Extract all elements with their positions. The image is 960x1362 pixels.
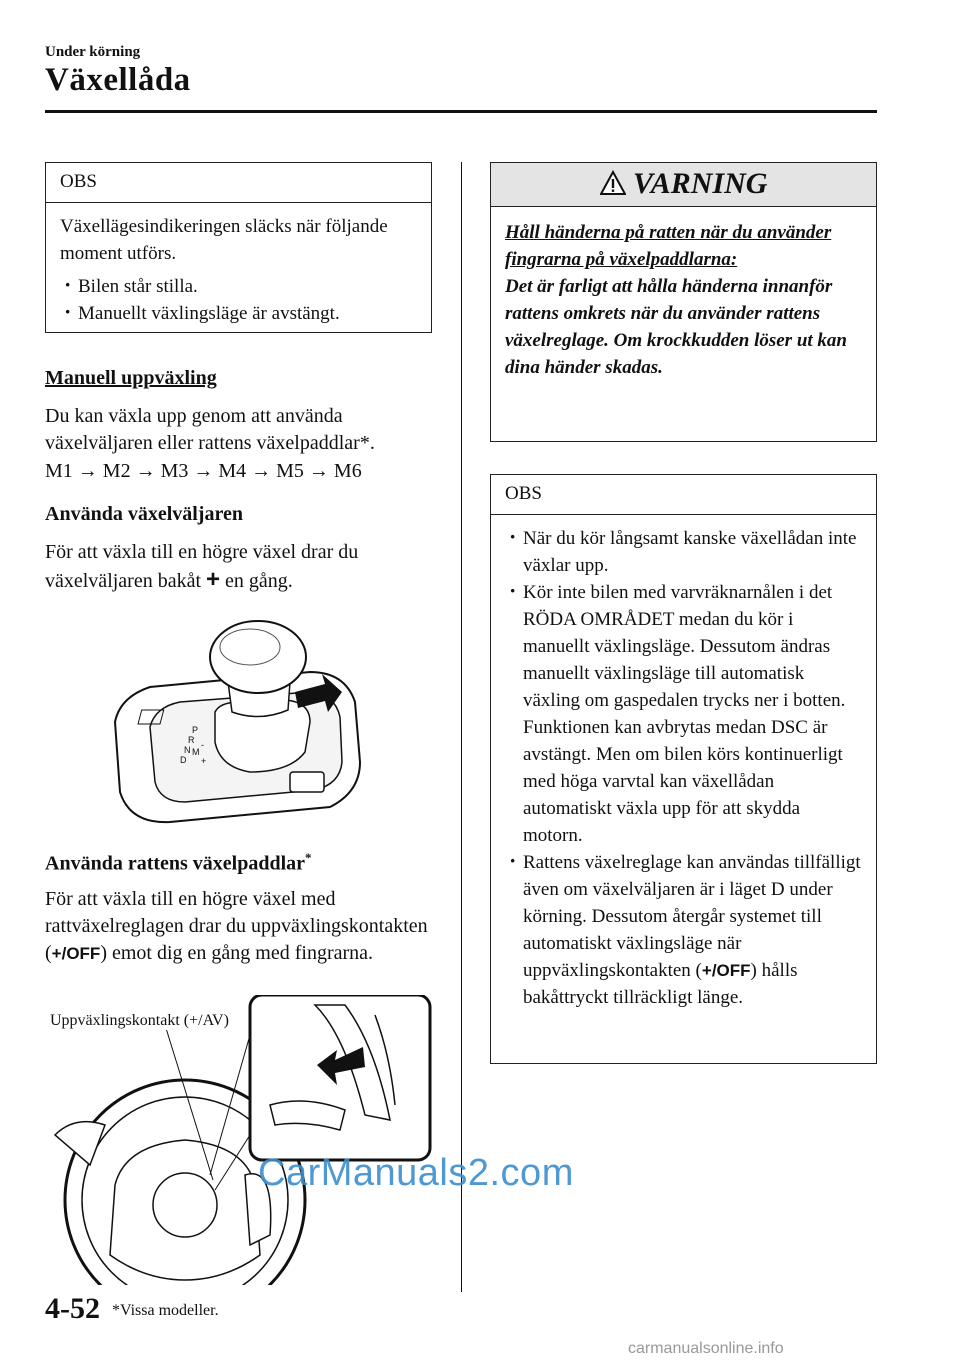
selector-heading: Använda växelväljaren	[45, 503, 243, 525]
obs-bullet-text-b: ) hålls bakåttryckt tillräckligt länge.	[523, 960, 798, 1008]
selector-text	[45, 539, 435, 595]
gate-letter: -	[201, 740, 204, 750]
footnote: *Vissa modeller.	[112, 1302, 219, 1319]
plus-icon: +	[206, 566, 221, 593]
gate-letter: M	[192, 747, 200, 757]
gate-letter: N	[184, 745, 191, 755]
header-rule	[45, 110, 877, 113]
watermark: CarManuals2.com	[258, 1152, 574, 1194]
section-label: Under körning	[45, 44, 141, 60]
warning-box	[490, 162, 877, 442]
paddles-text-a: För att växla till en högre växel med rattväxelreglagen drar du uppväxlingskontakten (	[45, 888, 428, 964]
warning-line-2: Det är farligt att hålla händerna innanför rattens omkrets när du använder rattens växelreglage. Om krockkudden löser ut kan dina händer skadas.	[505, 276, 847, 378]
obs-intro: Växellägesindikeringen släcks när följande moment utförs.	[60, 216, 388, 264]
footnote-marker: *	[305, 850, 312, 865]
warning-title: VARNING	[633, 167, 768, 200]
obs-box-1	[45, 162, 432, 333]
selector-text-a: För att växla till en högre växel drar du växelväljaren bakåt	[45, 541, 359, 592]
paddles-heading-text: Använda rattens växelpaddlar	[45, 852, 306, 875]
paddles-text	[45, 886, 435, 967]
upshift-callout: Uppväxlingskontakt (+/AV)	[50, 1012, 229, 1029]
manual-up-text: Du kan växla upp genom att använda växelväljaren eller rattens växelpaddlar*.	[45, 405, 375, 454]
gate-letter: R	[188, 735, 195, 745]
gate-letter: P	[192, 725, 199, 735]
obs-label: OBS	[491, 475, 876, 515]
shift-lever-illustration	[110, 612, 370, 827]
obs-bullet: · När du kör långsamt kanske växellådan inte växlar upp.	[505, 525, 862, 579]
obs-bullet-text-a: Rattens växelreglage kan användas tillfälligt även om växelväljaren är i läget D under körning. Dessutom återgår systemet till automatiskt växlingsläge när uppväxlingskontakten (	[523, 852, 861, 981]
warning-line-1: Håll händerna på ratten när du använder fingrarna på växelpaddlarna:	[505, 222, 832, 270]
column-divider	[461, 162, 462, 1292]
gate-letter: D	[180, 755, 187, 765]
obs-bullet: · Bilen står stilla.	[60, 273, 417, 300]
manual-up-heading: Manuell uppväxling	[45, 367, 217, 389]
warning-triangle-icon	[600, 170, 626, 196]
page-title: Växellåda	[45, 62, 191, 98]
obs-bullet: · Manuellt växlingsläge är avstängt.	[60, 300, 417, 327]
obs-label: OBS	[46, 163, 431, 203]
gate-letter: +	[201, 756, 207, 766]
obs-box-2	[490, 474, 877, 1064]
plus-off-icon: +/OFF	[701, 961, 751, 980]
steering-wheel-illustration	[45, 995, 435, 1285]
page-number: 4-52	[45, 1292, 100, 1325]
plus-off-icon: +/OFF	[51, 944, 101, 963]
gear-sequence: M1 → M2 → M3 → M4 → M5 → M6	[45, 460, 362, 482]
paddles-heading	[45, 850, 312, 876]
obs-bullet	[505, 849, 862, 1011]
warning-header	[491, 163, 876, 207]
paddles-text-b: ) emot dig en gång med fingrarna.	[100, 942, 374, 964]
site-watermark: carmanualsonline.info	[628, 1340, 784, 1357]
obs-bullet: · Kör inte bilen med varvräknarnålen i det RÖDA OMRÅDET medan du kör i manuellt växlingsläge. Dessutom ändras manuellt växlingsläge till automatisk växling om gaspedalen trycks ner i botten. Funktionen kan avbrytas medan DSC är avstängt. Men om bilen körs kontinuerligt med höga varvtal kan växellådan automatiskt växla upp för att skydda motorn.	[505, 579, 862, 849]
selector-text-b: en gång.	[225, 570, 293, 592]
